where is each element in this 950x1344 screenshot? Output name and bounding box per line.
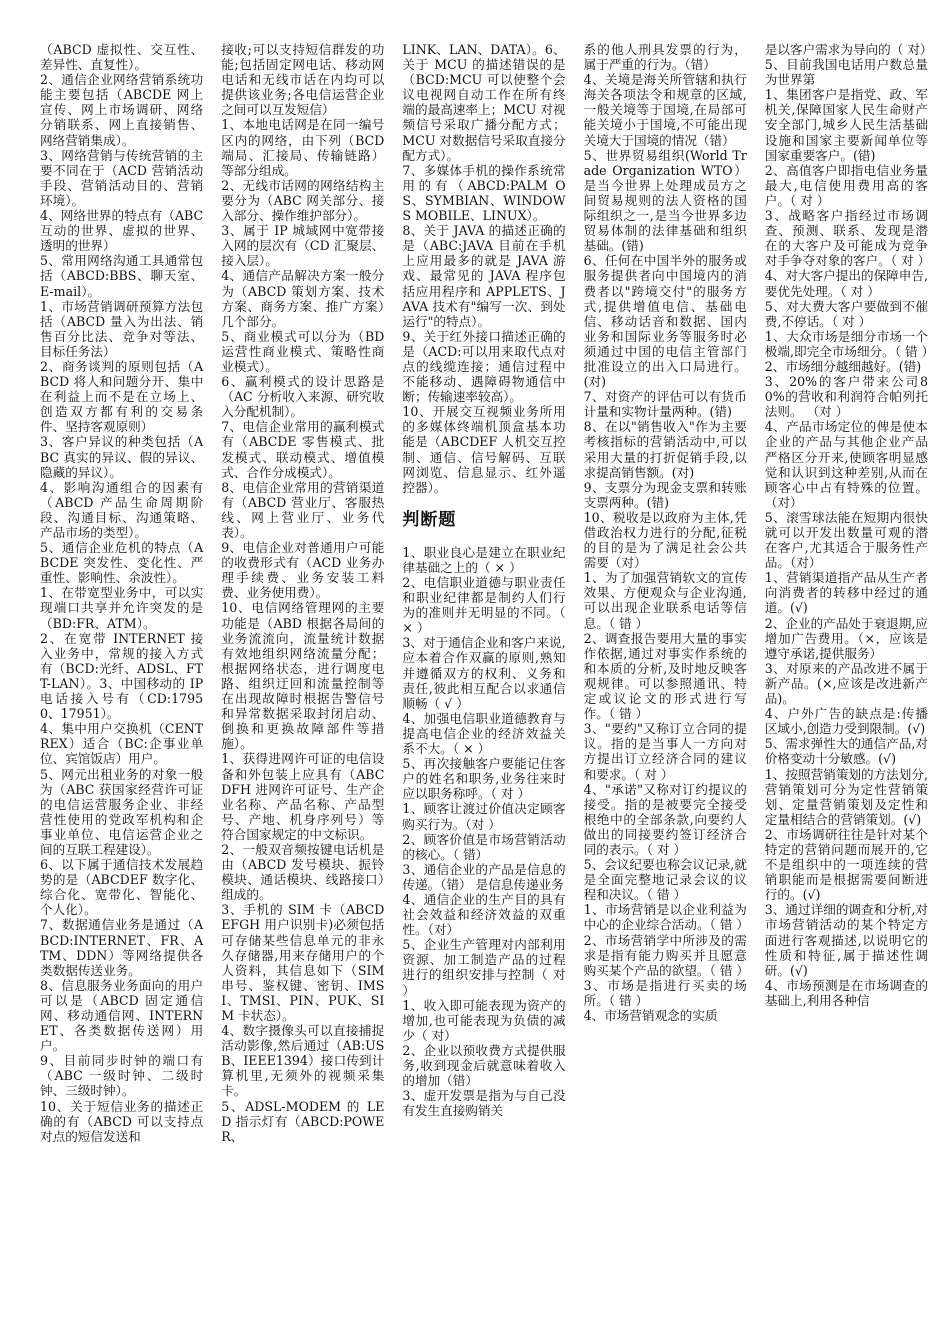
question-paragraph: 3、20%的客户带来公司80%的营收和利润符合帕列托法则。 （对 ） [764, 374, 928, 420]
text-column-3 [402, 42, 570, 1342]
question-paragraph: 3、通过详细的调查和分析,对市场营销活动的某个特定方面进行客观描述,以说明它的性质和特征,属于描述性调研。(√) [764, 902, 928, 978]
question-paragraph: 4、"承诺"又称对订约提议的接受。指的是被要完全接受根绝中的全部条款,向要约人做出的同接要约签订经济合同的表示。（ 对 ） [583, 781, 747, 857]
question-paragraph: 2、企业以预收费方式提供服务,收到现金后就意味着收入的增加（错） [402, 1042, 566, 1089]
question-paragraph: 6、以下属于通信技术发展趋势的是（ABCDEF 数字化、综合化、宽带化、智能化、个人化）。 [40, 857, 204, 918]
question-paragraph: 1、本地电话网是在同一编号区内的网络，由下列（BCD 端局、汇接局、传输链路）等部分组成。 [221, 117, 389, 178]
question-paragraph: 10、关于短信业务的描述正确的有（ABCD 可以支持点对点的短信发送和 [40, 1098, 204, 1144]
question-paragraph: 4、户外广告的缺点是:传播区域小,创造力受到限制。(√) [764, 706, 928, 737]
question-paragraph: 1、收入即可能表现为资产的增加,也可能表现为负债的减少（ 对） [402, 997, 566, 1043]
question-paragraph: 2、无线市话网的网络结构主要分为（ABC 网关部分、接入部分、操作维护部分）。 [221, 177, 385, 224]
question-paragraph: 1、顾客让渡过价值决定顾客购买行为。（对 ） [402, 801, 566, 832]
question-paragraph: 是以客户需求为导向的（ 对） [764, 42, 933, 57]
question-paragraph: 2、电信职业道德与职业责任和职业纪律都是制约人们行为的准则并无明显的不同。（ × ） [402, 575, 570, 636]
question-paragraph: 8、电信企业常用的营销渠道有（ABCD 营业厅、客服热线、网上营业厅、业务代表）。 [221, 479, 385, 540]
question-paragraph: 2、市场营销学中所涉及的需求是指有能力购买并且愿意购买某个产品的欲望。（ 错 ） [583, 932, 750, 978]
question-paragraph: 5、通信企业危机的特点（ABCDE 突发性、变化性、严重性、影响性、余波性）。 [40, 540, 204, 586]
question-paragraph: 4、加强电信职业道德教育与提高电信企业的经济效益关系不大。（ × ） [402, 710, 566, 757]
question-paragraph: 1、市场营销调研预算方法包括（ABCD 量入为出法、销售百分比法、竞争对等法、目标任务法） [40, 298, 204, 359]
question-paragraph: 7、对资产的评估可以有货币计量和实物计量两种。(错) [583, 389, 747, 420]
question-paragraph: 7、电信企业常用的赢利模式有（ABCDE 零售模式、批发模式、联动模式、增值模式、合作分成模式）。 [221, 419, 385, 480]
question-paragraph: 4、集中用户交换机（CENTREX）适合（BC:企事业单位、宾馆饭店）用户。 [40, 721, 204, 767]
question-paragraph: 4、市场预测是在市场调查的基础上,利用各种信 [764, 977, 928, 1008]
question-paragraph: 2、市场调研往往是针对某个特定的营销问题而展开的,它不是组织中的一项连续的营销职能而是根据需要间断进行的。(√) [764, 826, 928, 903]
question-paragraph: 5、滚雪球法能在短期内很快就可以开发出数量可观的潜在客户,尤其适合于服务性产品。（对） [764, 509, 928, 571]
question-paragraph: 3、对原来的产品改进不属于新产品。(×,应该是改进新产品)。 [764, 660, 928, 707]
question-paragraph: 4、通信产品解决方案一般分为（ABCD 策划方案、技术方案、商务方案、推广方案）几个部分。 [221, 268, 385, 329]
question-paragraph: 7、多媒体手机的操作系统常用的有（ABCD:PALM OS、SYMBIAN、WINDOWS MOBILE、LINUX）。 [402, 162, 566, 224]
question-paragraph: 5、企业生产管理对内部利用资源、加工制造产品的过程进行的组织安排与控制（ 对 ） [402, 937, 570, 998]
question-paragraph: （ABCD 虚拟性、交互性、差异性、直复性）。 [40, 42, 204, 73]
question-paragraph: 1、营销渠道指产品从生产者向消费者的转移中经过的通道。(√) [764, 570, 928, 616]
question-paragraph: 3、战略客户指经过市场调查、预测、联系、发现是潜在的大客户及可能成为竞争对手争夺对象的客户。（ 对 ） [764, 208, 931, 269]
text-column-1 [40, 42, 208, 1342]
question-paragraph: 4、影响沟通组合的因素有（ABCD 产品生命周期阶段、沟通目标、沟通策略、产品市场的类型）。 [40, 479, 204, 540]
question-paragraph: 1、在带宽型业务中，可以实现端口共享并允许突发的是（BD:FR、ATM）。 [40, 585, 204, 631]
question-paragraph: 5、对大费大客户要做到不催费,不停话。（ 对 ） [764, 298, 928, 329]
question-paragraph: 8、关于 JAVA 的描述正确的是（ABC:JAVA 目前在手机上应用最多的就是 JAVA 游戏、最常见的 JAVA 程序包括应用程序和 APPLETS、JAVA 技术有"编写一次、到处运行"的特点）。 [402, 223, 566, 329]
question-paragraph: 3、"要约"又称订立合同的提议。指的是当事人一方向对方提出订立经济合同的建议和要求。（ 对 ） [583, 721, 747, 782]
question-paragraph: 9、支票分为现金支票和转账支票两种。(错) [583, 479, 747, 510]
question-paragraph: 4、关境是海关所管辖和执行海关各项法令和规章的区域,一般关境等于国境,在局部可能关境小于国境,不可能出现关境大于国境的情况（错） [583, 72, 747, 148]
question-paragraph: 9、电信企业对普通用户可能的收费形式有（ACD 业务办理手续费、业务安装工料费、业务使用费）。 [221, 540, 385, 601]
question-paragraph: 接收;可以支持短信群发的功能;包括固定网电话、移动网电话和无线市话在内均可以提供该业务;各电信运营企业之间可以互发短信） [221, 42, 385, 118]
question-paragraph: 9、关于红外接口描述正确的是（ACD:可以用来取代点对点的线缆连接；通信过程中不能移动、遇障碍物通信中断；传输速率较高）。 [402, 328, 566, 405]
question-paragraph: 4、网络世界的特点有（ABC互动的世界、虚拟的世界、透明的世界） [40, 208, 204, 254]
question-paragraph: 1、获得进网许可证的电信设备和外包装上应具有（ABCDFH 进网许可证号、生产企业名称、产品名称、产品型号、产地、机身序列号）等符合国家规定的中文标识。 [221, 751, 385, 842]
question-paragraph: 9、目前同步时钟的端口有（ABC 一级时钟、二级时钟、三级时钟）。 [40, 1053, 204, 1099]
question-paragraph: 系的他人刑具发票的行为，属于严重的行为。（错） [583, 42, 747, 73]
question-paragraph: 1、市场营销是以企业利益为中心的企业综合活动。（ 错 ） [583, 902, 750, 933]
question-paragraph: 3、通信企业的产品是信息的传递。（错） 是信息传递业务 [402, 861, 566, 892]
question-paragraph: 2、企业的产品处于衰退期,应增加广告费用。（×，应该是遵守承诺,提供服务） [764, 615, 928, 661]
question-paragraph: 1、按照营销策划的方法划分,营销策划可分为定性营销策划、定量营销策划及定性和定量相结合的营销策划。(√) [764, 766, 928, 827]
question-paragraph: 5、再次接触客户要能记住客户的姓名和职务,业务往来时应以职务称呼。（ 对 ） [402, 756, 566, 802]
question-paragraph: 4、对大客户提出的保障申告,要优先处理。（ 对 ） [764, 268, 928, 299]
question-paragraph: 10、税收是以政府为主体,凭借政治权力进行的分配,征税的目的是为了满足社会公共需要（对） [583, 509, 747, 571]
question-paragraph: 5、网元出租业务的对象一般为（ABC 获国家经营许可证的电信运营服务企业、非经营性使用的党政军机构和企事业单位、电信运营企业之间的互联工程建设）。 [40, 766, 204, 857]
question-paragraph: 2、商务谈判的原则包括（ABCD 将人和问题分开、集中在利益上而不是在立场上、创造双方都有利的交易条件、坚持客观原则） [40, 358, 204, 435]
question-paragraph: 3、手机的 SIM 卡（ABCDEFGH 用户识别卡)必须包括可存储某些信息单元的非永久存储器,用来存储用户的个人资料，其信息如下（SIM 串号、鉴权键、密钥、IMSI、TMSI、PIN、PUK、SIM 卡状态）。 [221, 902, 389, 1023]
question-paragraph: 5、常用网络沟通工具通常包括（ABCD:BBS、聊天室、E-mail）。 [40, 253, 204, 299]
question-paragraph: 2、顾客价值是市场营销活动的核心。（ 错） [402, 831, 566, 862]
question-paragraph: 2、通信企业网络营销系统功能主要包括（ABCDE 网上宣传、网上市场调研、网络分销联系、网上直接销售、网络营销集成）。 [40, 72, 204, 148]
question-paragraph: 10、电信网络管理网的主要功能是（ABD 根据各局间的业务流流向，流量统计数据有效地组织网络流量分配；根据网络状态，进行调度电路、组织迂回和流量控制等在出现故障时根据告警信号和异常数据采取封闭启动、倒换和更换故障部件等措施）。 [221, 600, 385, 752]
question-paragraph: 5、需求弹性大的通信产品,对价格变动十分敏感。(√) [764, 736, 928, 767]
question-paragraph: 5、目前我国电话用户数总量为世界第 [764, 57, 928, 88]
question-paragraph: 1、为了加强营销软文的宣传效果、方便观众与企业沟通,可以出现企业联系电话等信息。（ 错 ） [583, 570, 747, 631]
question-paragraph: 3、网络营销与传统营销的主要不同在于（ACD 营销活动手段、营销活动目的、营销环境）。 [40, 147, 204, 208]
question-paragraph: 3、市场是指进行买卖的场所。（ 错 ） [583, 977, 747, 1008]
section-heading: 判断题 [402, 509, 457, 530]
question-paragraph: 1、大众市场是细分市场一个极端,即完全市场细分。（ 错 ） [764, 328, 935, 359]
question-paragraph: 3、虚开发票是指为与自己没有发生直接购销关 [402, 1088, 566, 1119]
question-paragraph: 3、客户异议的种类包括（ABC 真实的异议、假的异议、隐藏的异议）。 [40, 434, 204, 480]
text-column-4 [583, 42, 750, 1342]
question-paragraph: 5、商业模式可以分为（BD 运营性商业模式、策略性商业模式）。 [221, 328, 389, 374]
question-paragraph: 8、在以"销售收入"作为主要考核指标的营销活动中,可以采用大量的打折促销手段,以求提高销售额。(对) [583, 419, 747, 480]
question-paragraph: 1、职业良心是建立在职业纪律基础之上的（ × ） [402, 544, 566, 575]
question-paragraph: 4、数字摄像头可以直接捕捉活动影像,然后通过（AB:USB、IEEE1394）接口传到计算机里,无须外的视频采集卡。 [221, 1023, 385, 1099]
question-paragraph: 2、市场细分越细越好。(错) [764, 358, 922, 374]
question-paragraph: 4、通信企业的生产目的具有社会效益和经济效益的双重性。（对） [402, 891, 566, 938]
question-paragraph: 2、调查报告要用大量的事实作依据,通过对事实作系统的和本质的分析,及时地反映客观规律。可以参照通讯、特定或议论文的形式进行写作。（ 错 ） [583, 630, 747, 722]
question-paragraph: 6、任何在中国半外的服务或服务提供者向中国境内的消费者以"跨境交付"的服务方式,提供增值电信、基础电信、移动话音和数据、国内业务和国际业务等服务时必须通过中国的电信主管部门批准设立的出入口局进行。(对) [583, 253, 747, 390]
question-paragraph: 4、市场营销观念的实质 [583, 1008, 718, 1023]
question-paragraph: 3、对于通信企业和客户来说,应本着合作双赢的原则,熟知并遵循双方的权利、义务和责任,彼此相互配合以求通信顺畅（ √ ） [402, 635, 566, 711]
question-paragraph: 2、高值客户即指电信业务量最大,电信使用费用高的客户。（ 对 ） [764, 162, 928, 208]
question-paragraph: 2、一般双音频按键电话机是由（ABCD 发号模块、振铃模块、通话模块、线路接口）组成的。 [221, 841, 385, 903]
text-column-5 [764, 42, 935, 1342]
question-paragraph: 5、世界贸易组织(World Trade Organization WTO）是当今世界上处理成员方之间贸易规则的法人资格的国际组织之一,是当今世界多边贸易体制的法律基础和组织基础。(错) [583, 147, 747, 254]
question-paragraph: 4、产品市场定位的俾是使本企业的产品与其他企业产品严格区分开来,使顾客明显感觉和认识到这种差别,从而在顾客心中占有特殊的位置。（对） [764, 419, 928, 510]
question-paragraph: 3、属于 IP 城域网中宽带接入网的层次有（CD 汇聚层、接入层）。 [221, 223, 385, 269]
question-paragraph: 5、会议纪要也称会议记录,就是全面完整地记录会议的议程和决议。（ 错 ） [583, 857, 747, 903]
question-paragraph: 1、集团客户是指党、政、军机关,保障国家人民生命财产安全部门,城乡人民生活基础设施和国家主要新闻单位等国家重要客户。(错) [764, 87, 928, 163]
question-paragraph: 10、开展交互视频业务所用的多媒体终端机顶盒基本功能是（ABCDEF 人机交互控制、通信、信号解码、互联网浏览、信息显示、红外遥控器）。 [402, 404, 566, 495]
question-paragraph: 6、赢利模式的设计思路是（AC 分析收入来源、研究收入分配机制）。 [221, 374, 385, 420]
question-paragraph: 2、在宽带 INTERNET 接入业务中，常规的接入方式有（BCD:光纤、ADSL、FTT-LAN）。3、中国移动的 IP 电话接入号有（CD:17950、17951）。 [40, 630, 208, 722]
question-paragraph: 8、信息服务业务面向的用户可以是（ABCD 固定通信网、移动通信网、INTERNET、各类数据传送网）用户。 [40, 977, 204, 1054]
text-column-2 [221, 42, 389, 1342]
question-paragraph: LINK、LAN、DATA）。6、关于 MCU 的描述错误的是（BCD:MCU 可以使整个会议电视网自动工作在所有终端的最高速率上；MCU 对视频信号采取广播分配方式；MCU 对数据信号采取直接分配方式）。 [402, 42, 566, 163]
question-paragraph: 7、数据通信业务是通过（ABCD:INTERNET、FR、ATM、DDN）等网络提供各类数据传送业务。 [40, 917, 204, 978]
question-paragraph: 5、ADSL-MODEM 的 LED 指示灯有（ABCD:POWER、 [221, 1098, 385, 1144]
